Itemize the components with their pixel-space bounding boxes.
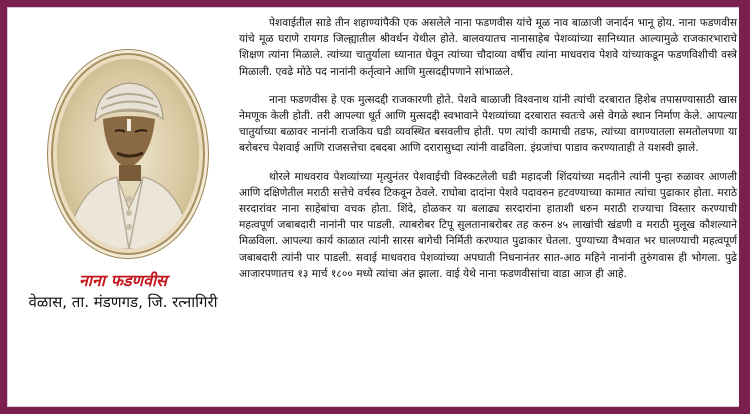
article-paragraph: पेशवाईतील साडे तीन शहाण्यांपैकी एक असलेले नाना फडणवीस यांचे मूळ नाव बाळाजी जनार्दन भानू होय. नाना फडणवीस यांचे मूळ घराणे रायगड जिल्ह्यातील श्रीवर्धन येथील होते. बालवयातच नानासाहेब पेशव्यांच्या सानिध्यात आल्यामुळे राजकारभाराचे शिक्षण त्यांना मिळाले. त्यांच्या चातुर्याला ध्यानात घेवून त्यांच्या चौदाव्या वर्षीच त्यांना माधवराव पेशवे यांच्याकडून फडणविशीची वस्त्रे मिळाली. एवढे मोठे पद नानांनी कर्तृत्वाने आणि मुत्सदद्दीपणाने सांभाळले. (239, 17, 737, 78)
side-border (739, 7, 743, 407)
portrait-caption-place: वेळास, ता. मंडणगड, जि. रत्नागिरी (28, 293, 218, 311)
article-paragraph: थोरले माधवराव पेशव्यांच्या मृत्युनंतर पेशवाईची विस्कटलेली घडी महादजी शिंदयांच्या मदतीने त्यांनी पुन्हा रुळावर आणली आणि दक्षिणेतील मराठी सत्तेचे वर्चस्व टिकवून ठेवले. राघोबा दादांना पेशवे पदावरुन हटवण्याच्या कामात त्यांचा पुढाकार होता. मराठे सरदारांवर नाना साहेबांचा वचक होता. शिंदे, होळकर या बलाढ्य सरदारांना हाताशी धरुन मराठी राज्याचा विस्तार करण्याची महत्वपूर्ण जबाबदारी नानांनी पार पाडली. त्याबरोबर टिपू सुलतानाबरोबर तह करुन ४५ लाखांची खंडणी व मराठी मुलूख कौशल्याने मिळविला. आपल्या कार्य काळात त्यांनी सारस बागेची निर्मिती करण्यात पुढाकार घेतला. पुण्याच्या वैभवात भर घालण्याची महत्वपूर्ण जबाबदारी त्यांनी पार पाडली. सवाई माधवराव पेशव्यांच्या अपघाती निधनानंतर सात-आठ महिने नानांनी तुरुंगवास ही भोगला. पुढे आजारपणातच १३ मार्च १८०० मध्ये त्यांचा अंत झाला. वाई येथे नाना फडणवीसांचा वाडा आज ही आहे. (239, 170, 737, 280)
article-paragraph: नाना फडणवीस हे एक मुत्सदद्दी राजकारणी होते. पेशवे बाळाजी विश्वनाथ यांनी त्यांची दरबारात हिशेब तपासण्यासाठी खास नेमणूक केली होती. तरी आपल्या धूर्त आणि मुत्सदद्दी स्वभावाने पेशव्यांच्या दरबारात स्वतःचे असे वेगळे स्थान निर्माण केले. आपल्या चातुर्याच्या बळावर नानांनी राजकिय घडी व्यवस्थित बसवलीच होती. पण त्यांची कामाची तडफ, त्यांच्या वागण्यातला समतोलपणा या बरोबरच पेशवाई आणि राजसत्तेचा दबदबा आणि दरारासुध्दा त्यांनी वाढविला. इंग्रजांचा पाडाव करण्याताही ते यशस्वी झाले. (239, 93, 737, 155)
info-board (7, 7, 743, 407)
portrait-panel (7, 7, 239, 407)
article-text (239, 15, 737, 403)
portrait-image (57, 59, 199, 249)
portrait-frame (57, 59, 199, 249)
portrait-caption-name: नाना फडणवीस (79, 271, 167, 290)
